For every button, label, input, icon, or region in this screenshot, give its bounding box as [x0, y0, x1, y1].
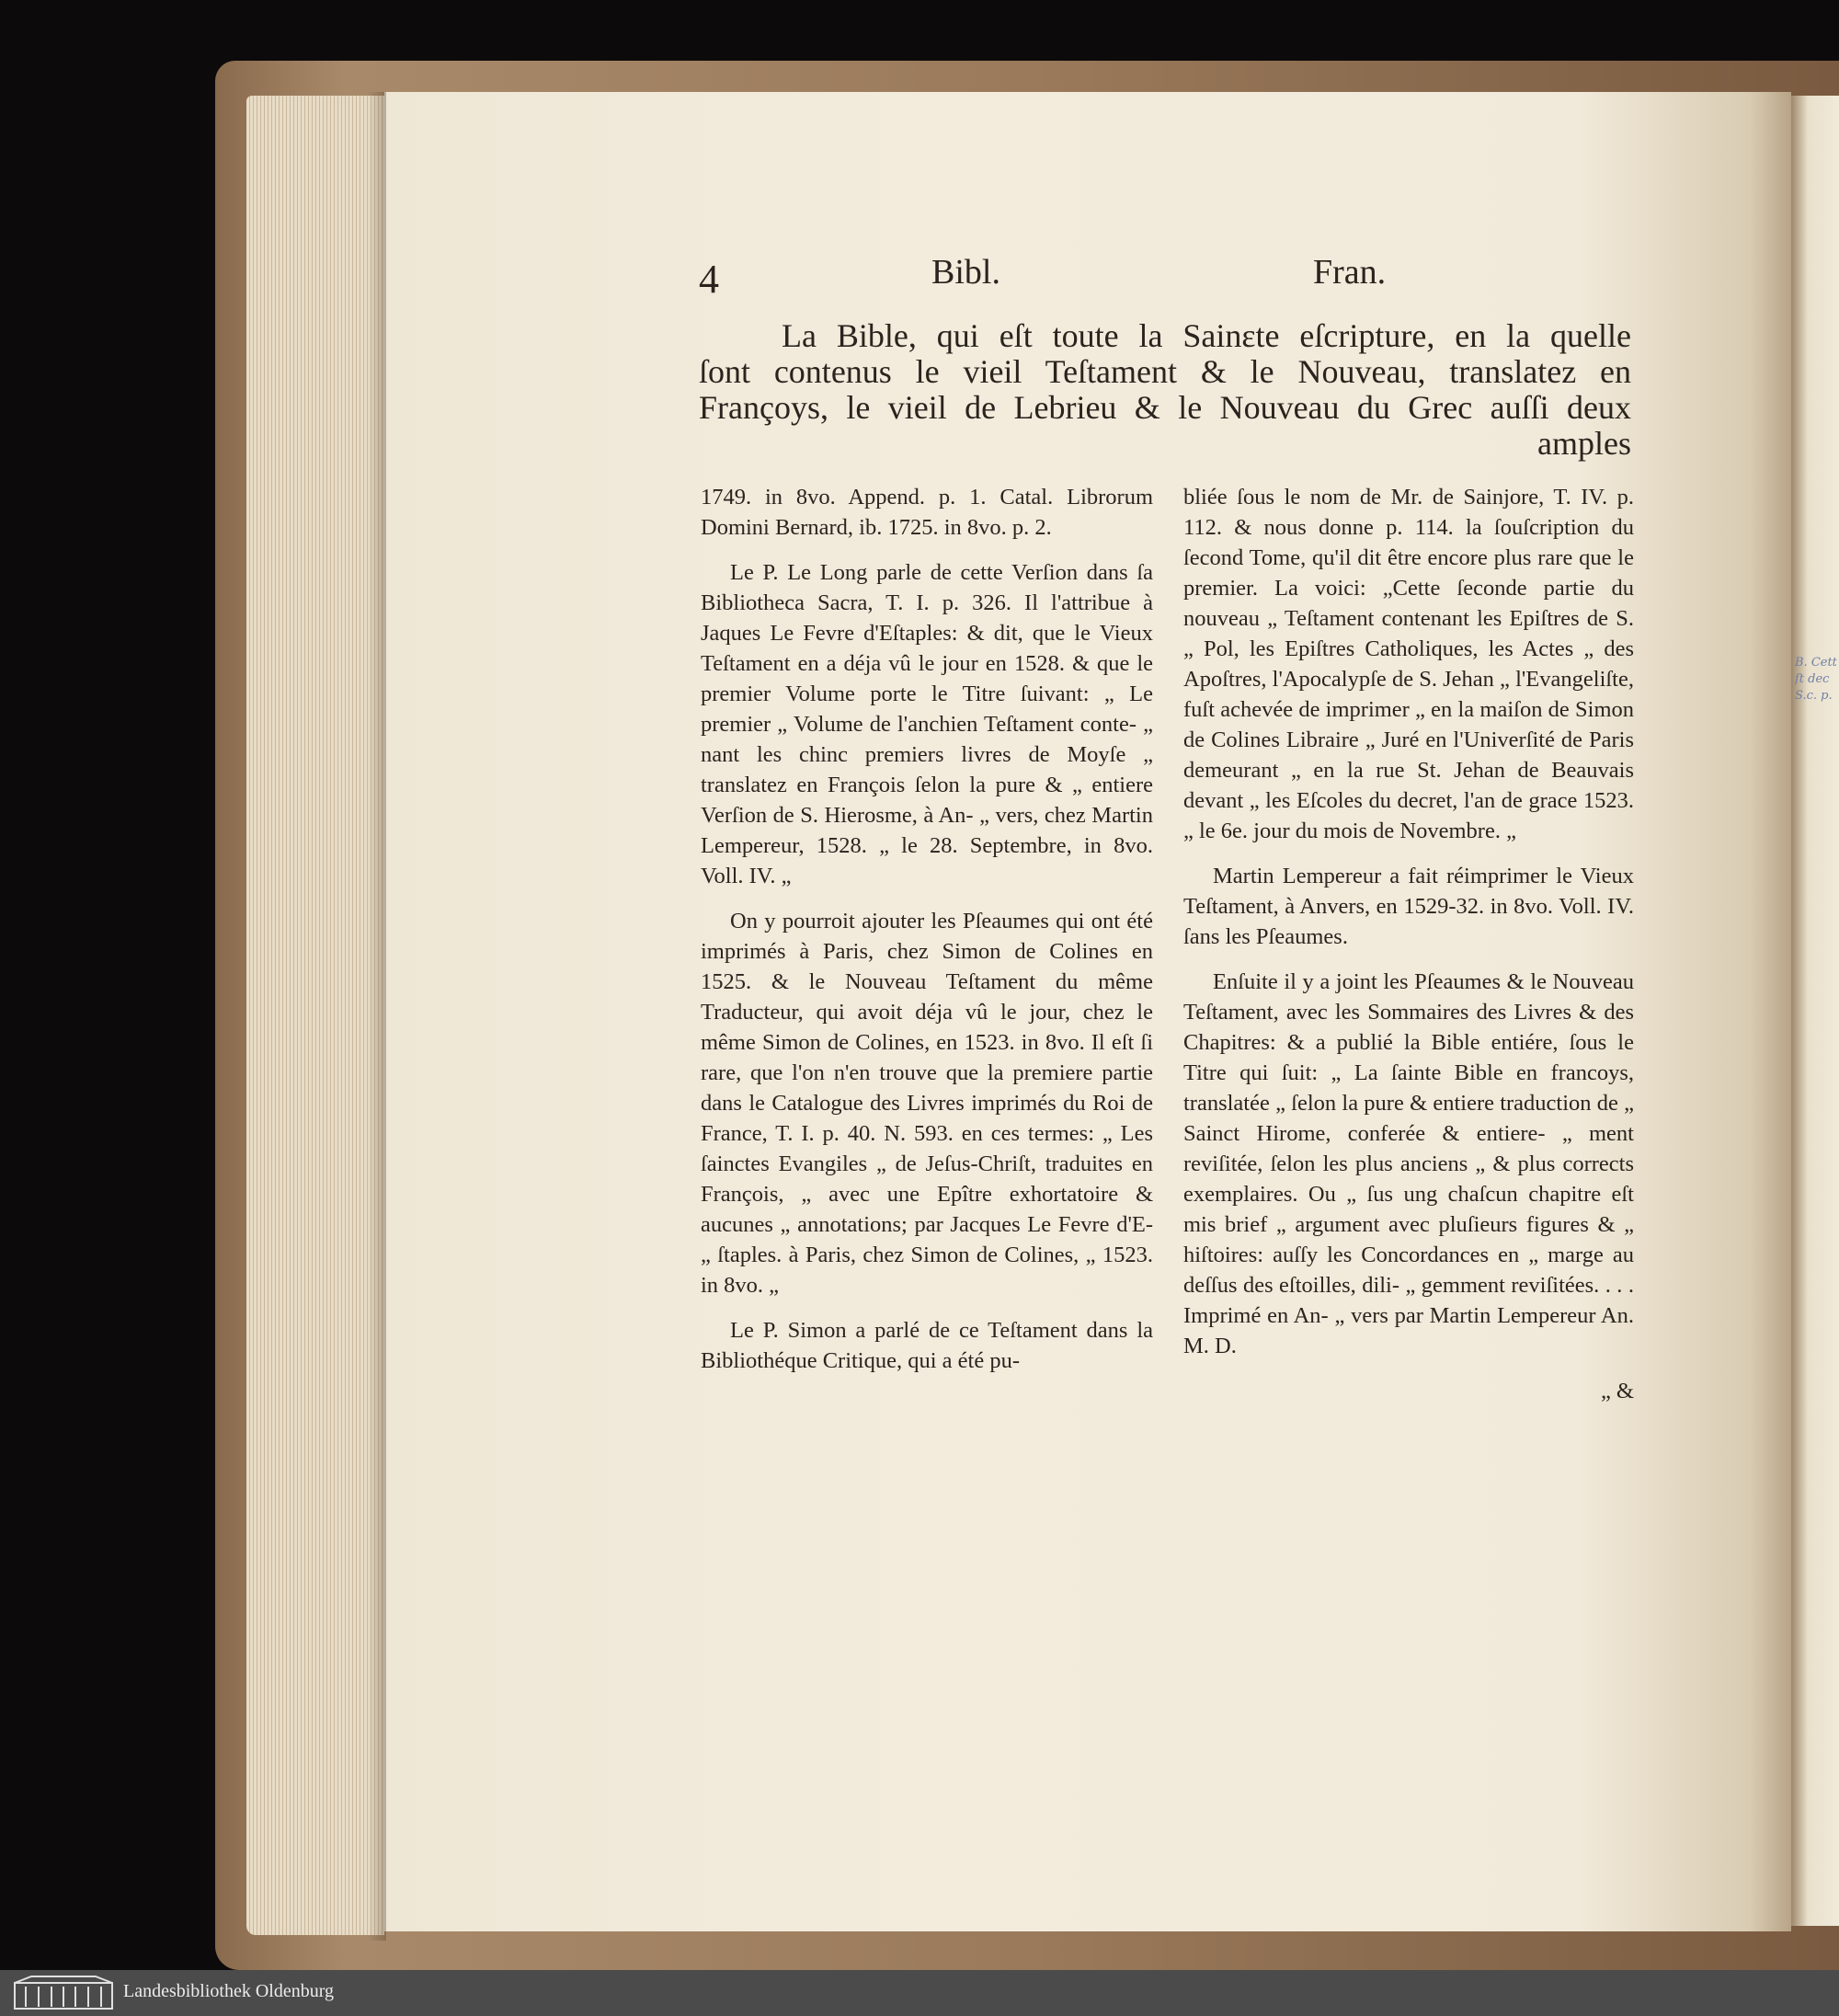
- margin-note: B. Cett ſt dec S.c. p.: [1795, 656, 1837, 703]
- library-name: Landesbibliothek Oldenburg: [123, 1981, 335, 2001]
- library-logo-icon: [13, 1976, 114, 2010]
- running-head-left: Bibl.: [931, 253, 1000, 292]
- footer-bar: [0, 1970, 1839, 2016]
- paragraph: Enſuite il y a joint les Pſeaumes & le Nouveau Teſtament, avec les Sommaires des Livres & des Chapitres: & a publié la Bible entiére, ſous le Titre qui ſuit: „ La ſainte Bible en francoys, translatée „ ſelon la pure & entiere traduction de „ Sainct Hirome, conferée & entiere- „ ment reviſitée, ſelon les plus anciens „ & plus corrects exemplaires. Ou „ ſus ung chaſcun chapitre eſt mis brief „ argument avec pluſieurs figures & „ hiſtoires: auſſy les Concordances en „ marge au deſſus des eſtoilles, dili- „ gemment reviſitées. . . . Imprimé en An- „ vers par Martin Lempereur An. M. D.: [1183, 969, 1634, 1358]
- paragraph: Le P. Simon a parlé de ce Teſtament dans la Bibliothéque Critique, qui a été pu-: [701, 1318, 1153, 1373]
- title-line: amples: [1537, 425, 1631, 462]
- left-column: [701, 482, 1153, 1391]
- catchword: „ &: [1600, 1379, 1634, 1403]
- title-line: ſont contenus le vieil Teſtament & le Nouveau, translatez en: [699, 353, 1631, 390]
- paragraph: On y pourroit ajouter les Pſeaumes qui ont été imprimés à Paris, chez Simon de Colines en 1525. & le Nouveau Teſtament du même Traducteur, qui avoit déja vû le jour, chez le même Simon de Colines, en 1523. in 8vo. Il eſt ſi rare, que l'on n'en trouve que la premiere partie dans le Catalogue des Livres imprimés du Roi de France, T. I. p. 40. N. 593. en ces termes: „ Les ſainctes Evangiles „ de Jeſus-Chriſt, traduites en François, „ avec une Epître exhortatoire & aucunes „ annotations; par Jacques Le Fevre d'E- „ ſtaples. à Paris, chez Simon de Colines, „ 1523. in 8vo. „: [701, 909, 1153, 1298]
- right-column: [1183, 482, 1634, 1406]
- entry-title: [699, 318, 1631, 462]
- title-line: La Bible, qui eſt toute la Sainɛte eſcripture, en la quelle: [782, 317, 1631, 354]
- title-line: Françoys, le vieil de Lebrieu & le Nouveau du Grec auſſi deux: [699, 389, 1631, 426]
- page-shadow: [368, 92, 386, 1941]
- page-number: 4: [699, 257, 719, 302]
- paragraph: 1749. in 8vo. Append. p. 1. Catal. Librorum Domini Bernard, ib. 1725. in 8vo. p. 2.: [701, 485, 1153, 540]
- paragraph: Le P. Le Long parle de cette Verſion dans ſa Bibliotheca Sacra, T. I. p. 326. Il l'attribue à Jaques Le Fevre d'Eſtaples: & dit, que le Vieux Teſtament en a déja vû le jour en 1528. & que le premier Volume porte le Titre ſuivant: „ Le premier „ Volume de l'anchien Teſtament conte- „ nant les chinc premiers livres de Moyſe „ translatez en François ſelon la pure & „ entiere Verſion de S. Hierosme, à An- „ vers, chez Martin Lempereur, 1528. „ le 28. Septembre, in 8vo. Voll. IV. „: [701, 560, 1153, 888]
- right-page-edge: [1791, 96, 1839, 1926]
- paragraph: Martin Lempereur a fait réimprimer le Vieux Teſtament, à Anvers, en 1529-32. in 8vo. Voll. IV. ſans les Pſeaumes.: [1183, 864, 1634, 949]
- page-edges: [246, 96, 384, 1935]
- paragraph: bliée ſous le nom de Mr. de Sainjore, T. IV. p. 112. & nous donne p. 114. la ſouſcription du ſecond Tome, qu'il dit être encore plus rare que le premier. La voici: „Cette ſeconde partie du nouveau „ Teſtament contenant les Epiſtres de S. „ Pol, les Epiſtres Catholiques, les Actes „ des Apoſtres, l'Apocalypſe de S. Jehan „ l'Evangeliſte, fuſt achevée de imprimer „ en la maiſon de Simon de Colines Libraire „ Juré en l'Univerſité de Paris demeurant „ en la rue St. Jehan de Beauvais devant „ les Eſcoles du decret, l'an de grace 1523. „ le 6e. jour du mois de Novembre. „: [1183, 485, 1634, 843]
- running-head-right: Fran.: [1313, 253, 1387, 292]
